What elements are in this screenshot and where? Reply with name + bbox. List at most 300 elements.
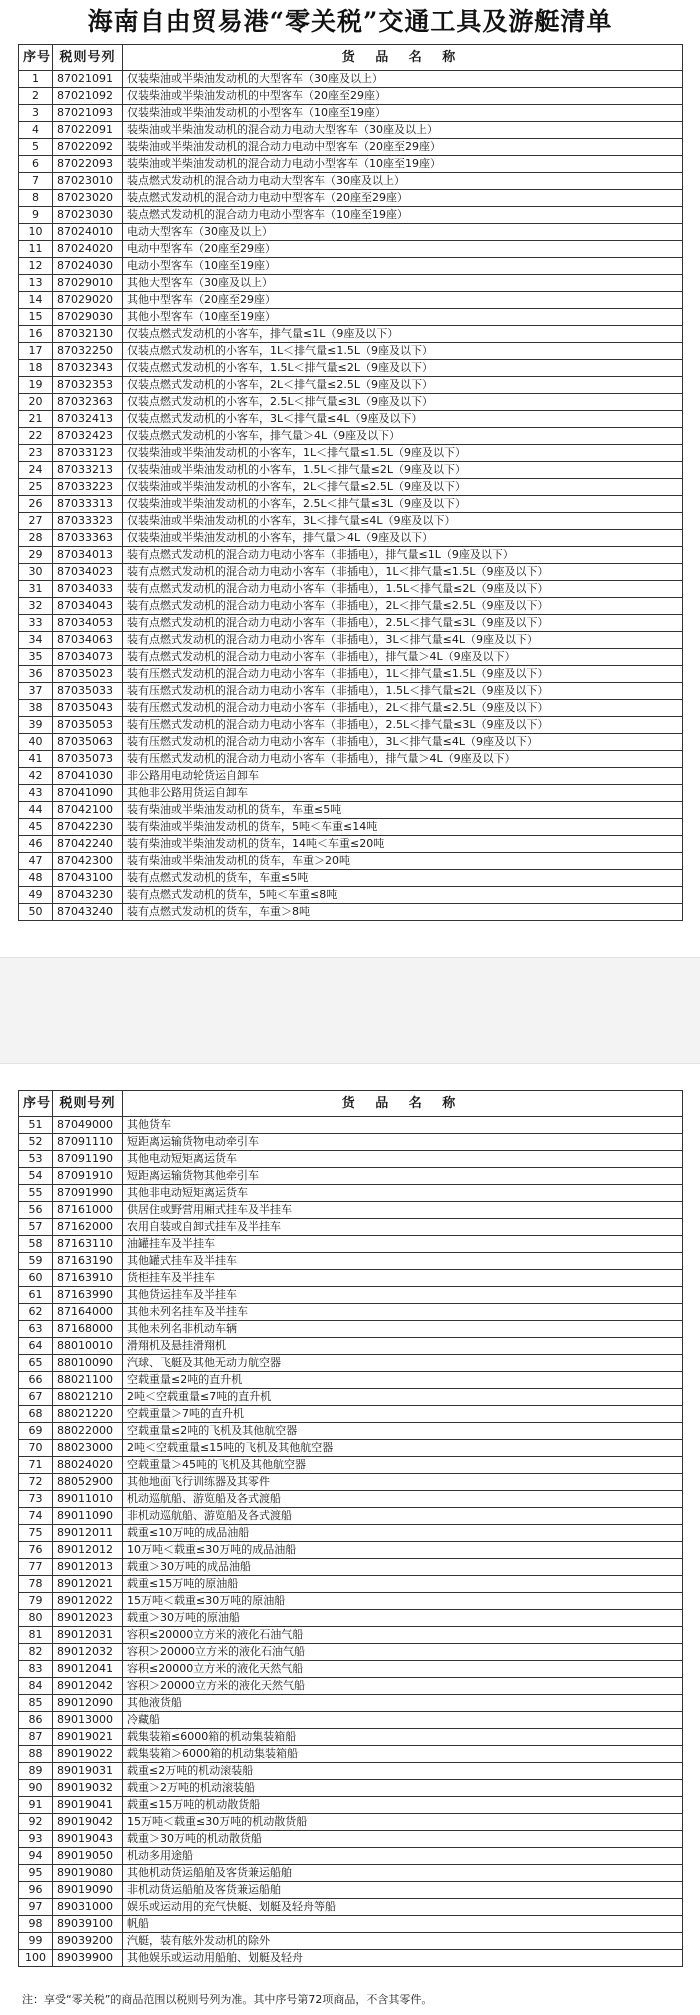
row-goods-name: 装柴油或半柴油发动机的混合动力电动中型客车（20座至29座）: [123, 139, 683, 156]
row-tariff-code: 87043100: [53, 870, 123, 887]
row-goods-name: 机动多用途船: [123, 1848, 683, 1865]
row-index: 45: [19, 819, 53, 836]
table-row: [19, 1576, 683, 1593]
row-tariff-code: 87023030: [53, 207, 123, 224]
row-tariff-code: 87162000: [53, 1219, 123, 1236]
row-tariff-code: 87032413: [53, 411, 123, 428]
table-row: [19, 1270, 683, 1287]
row-index: 72: [19, 1474, 53, 1491]
table-row: [19, 1848, 683, 1865]
row-index: 56: [19, 1202, 53, 1219]
table-row: [19, 1168, 683, 1185]
table-row: [19, 683, 683, 700]
row-tariff-code: 87043230: [53, 887, 123, 904]
row-index: 88: [19, 1746, 53, 1763]
row-tariff-code: 87168000: [53, 1321, 123, 1338]
row-goods-name: 仅装点燃式发动机的小客车，排气量＞4L（9座及以下）: [123, 428, 683, 445]
row-goods-name: 仅装柴油或半柴油发动机的小客车，排气量＞4L（9座及以下）: [123, 530, 683, 547]
row-goods-name: 短距离运输货物电动牵引车: [123, 1134, 683, 1151]
table-row: [19, 71, 683, 88]
table-row: [19, 88, 683, 105]
row-tariff-code: 87035033: [53, 683, 123, 700]
row-goods-name: 其他未列名非机动车辆: [123, 1321, 683, 1338]
row-goods-name: 仅装点燃式发动机的小客车，2.5L＜排气量≤3L（9座及以下）: [123, 394, 683, 411]
row-index: 50: [19, 904, 53, 921]
row-goods-name: 汽球、飞艇及其他无动力航空器: [123, 1355, 683, 1372]
row-goods-name: 油罐挂车及半挂车: [123, 1236, 683, 1253]
table-row: [19, 1423, 683, 1440]
table-row: [19, 1559, 683, 1576]
table-row: [19, 428, 683, 445]
row-goods-name: 仅装点燃式发动机的小客车，3L＜排气量≤4L（9座及以下）: [123, 411, 683, 428]
table-row: [19, 394, 683, 411]
table-row: [19, 1457, 683, 1474]
row-index: 55: [19, 1185, 53, 1202]
row-tariff-code: 89013000: [53, 1712, 123, 1729]
row-goods-name: 其他大型客车（30座及以上）: [123, 275, 683, 292]
row-tariff-code: 87049000: [53, 1117, 123, 1134]
row-index: 18: [19, 360, 53, 377]
row-index: 86: [19, 1712, 53, 1729]
table-row: [19, 445, 683, 462]
row-index: 35: [19, 649, 53, 666]
row-tariff-code: 89012012: [53, 1542, 123, 1559]
page-break: [0, 957, 700, 1064]
row-index: 53: [19, 1151, 53, 1168]
row-goods-name: 容积＞20000立方米的液化石油气船: [123, 1644, 683, 1661]
table-row: [19, 1593, 683, 1610]
table-row: [19, 224, 683, 241]
table-row: [19, 1134, 683, 1151]
row-index: 63: [19, 1321, 53, 1338]
page-title: 海南自由贸易港“零关税”交通工具及游艇清单: [87, 7, 613, 36]
table-row: [19, 751, 683, 768]
row-index: 2: [19, 88, 53, 105]
table-row: [19, 853, 683, 870]
table-row: [19, 768, 683, 785]
row-index: 76: [19, 1542, 53, 1559]
row-index: 6: [19, 156, 53, 173]
row-index: 85: [19, 1695, 53, 1712]
row-index: 47: [19, 853, 53, 870]
table-row: [19, 105, 683, 122]
row-goods-name: 装柴油或半柴油发动机的混合动力电动小型客车（10座至19座）: [123, 156, 683, 173]
row-index: 73: [19, 1491, 53, 1508]
row-tariff-code: 88022000: [53, 1423, 123, 1440]
table-body: [19, 1117, 683, 1967]
row-index: 77: [19, 1559, 53, 1576]
table-row: [19, 122, 683, 139]
table-row: [19, 190, 683, 207]
row-index: 65: [19, 1355, 53, 1372]
row-tariff-code: 89012021: [53, 1576, 123, 1593]
table-row: [19, 207, 683, 224]
header-name: 货 品 名 称: [123, 45, 683, 71]
row-tariff-code: 87029030: [53, 309, 123, 326]
row-index: 30: [19, 564, 53, 581]
table-row: [19, 1882, 683, 1899]
row-tariff-code: 87042230: [53, 819, 123, 836]
table-row: [19, 1389, 683, 1406]
table-row: [19, 547, 683, 564]
row-tariff-code: 87034013: [53, 547, 123, 564]
row-goods-name: 容积≤20000立方米的液化天然气船: [123, 1661, 683, 1678]
row-tariff-code: 88023000: [53, 1440, 123, 1457]
table-row: [19, 1117, 683, 1134]
row-tariff-code: 87033323: [53, 513, 123, 530]
table-row: [19, 1338, 683, 1355]
row-index: 40: [19, 734, 53, 751]
row-tariff-code: 87033123: [53, 445, 123, 462]
row-goods-name: 仅装柴油或半柴油发动机的小型客车（10座至19座）: [123, 105, 683, 122]
row-goods-name: 仅装柴油或半柴油发动机的小客车，2L＜排气量≤2.5L（9座及以下）: [123, 479, 683, 496]
row-index: 12: [19, 258, 53, 275]
row-index: 68: [19, 1406, 53, 1423]
row-index: 39: [19, 717, 53, 734]
row-goods-name: 其他地面飞行训练器及其零件: [123, 1474, 683, 1491]
row-goods-name: 其他未列名挂车及半挂车: [123, 1304, 683, 1321]
row-goods-name: 装点燃式发动机的混合动力电动大型客车（30座及以上）: [123, 173, 683, 190]
row-tariff-code: 87034053: [53, 615, 123, 632]
row-tariff-code: 87032363: [53, 394, 123, 411]
row-goods-name: 装有点燃式发动机的混合动力电动小客车（非插电），2L＜排气量≤2.5L（9座及以下）: [123, 598, 683, 615]
table-row: [19, 309, 683, 326]
row-goods-name: 装有点燃式发动机的混合动力电动小客车（非插电），3L＜排气量≤4L（9座及以下）: [123, 632, 683, 649]
row-index: 100: [19, 1950, 53, 1967]
row-index: 75: [19, 1525, 53, 1542]
row-index: 19: [19, 377, 53, 394]
row-tariff-code: 89019041: [53, 1797, 123, 1814]
table-row: [19, 1627, 683, 1644]
row-index: 37: [19, 683, 53, 700]
row-goods-name: 15万吨＜载重≤30万吨的原油船: [123, 1593, 683, 1610]
row-index: 64: [19, 1338, 53, 1355]
row-tariff-code: 88010010: [53, 1338, 123, 1355]
row-tariff-code: 87029010: [53, 275, 123, 292]
row-index: 69: [19, 1423, 53, 1440]
row-goods-name: 其他电动短矩离运货车: [123, 1151, 683, 1168]
row-goods-name: 载集装箱≤6000箱的机动集装箱船: [123, 1729, 683, 1746]
row-goods-name: 装有压燃式发动机的混合动力电动小客车（非插电），1.5L＜排气量≤2L（9座及以下）: [123, 683, 683, 700]
row-index: 82: [19, 1644, 53, 1661]
table-row: [19, 1525, 683, 1542]
row-goods-name: 10万吨＜载重≤30万吨的成品油船: [123, 1542, 683, 1559]
table-row: [19, 1678, 683, 1695]
row-goods-name: 电动大型客车（30座及以上）: [123, 224, 683, 241]
table-row: [19, 343, 683, 360]
header-name: 货 品 名 称: [123, 1091, 683, 1117]
table-row: [19, 1814, 683, 1831]
table-row: [19, 1372, 683, 1389]
row-index: 41: [19, 751, 53, 768]
table-body: [19, 71, 683, 921]
row-tariff-code: 87042300: [53, 853, 123, 870]
table-row: [19, 513, 683, 530]
row-tariff-code: 89012022: [53, 1593, 123, 1610]
table-row: [19, 1661, 683, 1678]
table-row: [19, 785, 683, 802]
row-index: 1: [19, 71, 53, 88]
row-index: 16: [19, 326, 53, 343]
table-row: [19, 1933, 683, 1950]
row-tariff-code: 87161000: [53, 1202, 123, 1219]
row-tariff-code: 87024030: [53, 258, 123, 275]
table-row: [19, 734, 683, 751]
row-tariff-code: 89012013: [53, 1559, 123, 1576]
row-tariff-code: 87024010: [53, 224, 123, 241]
row-goods-name: 载重≤15万吨的原油船: [123, 1576, 683, 1593]
header-index: 序号: [19, 1091, 53, 1117]
row-goods-name: 其他中型客车（20座至29座）: [123, 292, 683, 309]
table-row: [19, 700, 683, 717]
table-row: [19, 1491, 683, 1508]
row-goods-name: 仅装柴油或半柴油发动机的小客车，1.5L＜排气量≤2L（9座及以下）: [123, 462, 683, 479]
row-tariff-code: 88021100: [53, 1372, 123, 1389]
row-index: 87: [19, 1729, 53, 1746]
row-goods-name: 装有点燃式发动机的混合动力电动小客车（非插电），1.5L＜排气量≤2L（9座及以下）: [123, 581, 683, 598]
row-tariff-code: 87163190: [53, 1253, 123, 1270]
row-tariff-code: 87091910: [53, 1168, 123, 1185]
row-index: 74: [19, 1508, 53, 1525]
row-index: 84: [19, 1678, 53, 1695]
row-goods-name: 装有压燃式发动机的混合动力电动小客车（非插电），1L＜排气量≤1.5L（9座及以下）: [123, 666, 683, 683]
row-tariff-code: 88021220: [53, 1406, 123, 1423]
row-tariff-code: 87041090: [53, 785, 123, 802]
table-row: [19, 1508, 683, 1525]
row-index: 46: [19, 836, 53, 853]
row-index: 24: [19, 462, 53, 479]
row-tariff-code: 89012042: [53, 1678, 123, 1695]
row-index: 15: [19, 309, 53, 326]
table-row: [19, 258, 683, 275]
row-tariff-code: 89012090: [53, 1695, 123, 1712]
row-index: 29: [19, 547, 53, 564]
row-tariff-code: 87091990: [53, 1185, 123, 1202]
row-tariff-code: 87024020: [53, 241, 123, 258]
row-tariff-code: 87034023: [53, 564, 123, 581]
row-tariff-code: 87034043: [53, 598, 123, 615]
row-goods-name: 其他小型客车（10座至19座）: [123, 309, 683, 326]
row-goods-name: 其他娱乐或运动用船舶、划艇及轻舟: [123, 1950, 683, 1967]
table-row: [19, 1797, 683, 1814]
row-goods-name: 装有点燃式发动机的货车，车重≤5吨: [123, 870, 683, 887]
row-goods-name: 其他罐式挂车及半挂车: [123, 1253, 683, 1270]
row-tariff-code: 87032250: [53, 343, 123, 360]
row-index: 51: [19, 1117, 53, 1134]
header-index: 序号: [19, 45, 53, 71]
row-index: 8: [19, 190, 53, 207]
row-tariff-code: 87035063: [53, 734, 123, 751]
table-row: [19, 462, 683, 479]
row-goods-name: 2吨＜空载重量≤7吨的直升机: [123, 1389, 683, 1406]
table-row: [19, 1236, 683, 1253]
table-row: [19, 1763, 683, 1780]
item-table-page-1: [18, 44, 683, 921]
row-goods-name: 货柜挂车及半挂车: [123, 1270, 683, 1287]
row-tariff-code: 87029020: [53, 292, 123, 309]
row-index: 34: [19, 632, 53, 649]
row-tariff-code: 89039200: [53, 1933, 123, 1950]
table-row: [19, 615, 683, 632]
table-row: [19, 1406, 683, 1423]
row-index: 94: [19, 1848, 53, 1865]
row-index: 7: [19, 173, 53, 190]
row-goods-name: 汽艇，装有舷外发动机的除外: [123, 1933, 683, 1950]
row-goods-name: 电动小型客车（10座至19座）: [123, 258, 683, 275]
row-tariff-code: 89012011: [53, 1525, 123, 1542]
row-tariff-code: 88021210: [53, 1389, 123, 1406]
row-index: 93: [19, 1831, 53, 1848]
table-row: [19, 275, 683, 292]
row-index: 32: [19, 598, 53, 615]
row-tariff-code: 87042240: [53, 836, 123, 853]
row-tariff-code: 89031000: [53, 1899, 123, 1916]
row-tariff-code: 87035023: [53, 666, 123, 683]
table-row: [19, 360, 683, 377]
row-tariff-code: 87032130: [53, 326, 123, 343]
table-row: [19, 802, 683, 819]
table-row: [19, 1440, 683, 1457]
row-tariff-code: 89019080: [53, 1865, 123, 1882]
table-row: [19, 139, 683, 156]
row-goods-name: 非公路用电动轮货运自卸车: [123, 768, 683, 785]
row-tariff-code: 87163990: [53, 1287, 123, 1304]
row-goods-name: 载重＞30万吨的机动散货船: [123, 1831, 683, 1848]
row-goods-name: 装有压燃式发动机的混合动力电动小客车（非插电），排气量＞4L（9座及以下）: [123, 751, 683, 768]
table-row: [19, 649, 683, 666]
row-index: 42: [19, 768, 53, 785]
row-tariff-code: 87164000: [53, 1304, 123, 1321]
row-tariff-code: 87021091: [53, 71, 123, 88]
table-row: [19, 1865, 683, 1882]
row-index: 59: [19, 1253, 53, 1270]
row-tariff-code: 88024020: [53, 1457, 123, 1474]
table-row: [19, 1746, 683, 1763]
table-row: [19, 241, 683, 258]
row-tariff-code: 87033213: [53, 462, 123, 479]
row-goods-name: 仅装点燃式发动机的小客车，2L＜排气量≤2.5L（9座及以下）: [123, 377, 683, 394]
row-index: 5: [19, 139, 53, 156]
row-goods-name: 装有压燃式发动机的混合动力电动小客车（非插电），2L＜排气量≤2.5L（9座及以下）: [123, 700, 683, 717]
row-tariff-code: 89019031: [53, 1763, 123, 1780]
row-tariff-code: 87023020: [53, 190, 123, 207]
row-index: 14: [19, 292, 53, 309]
row-goods-name: 载集装箱＞6000箱的机动集装箱船: [123, 1746, 683, 1763]
row-index: 96: [19, 1882, 53, 1899]
row-goods-name: 装点燃式发动机的混合动力电动中型客车（20座至29座）: [123, 190, 683, 207]
row-index: 33: [19, 615, 53, 632]
row-goods-name: 载重＞30万吨的原油船: [123, 1610, 683, 1627]
row-goods-name: 帆船: [123, 1916, 683, 1933]
table-row: [19, 581, 683, 598]
row-goods-name: 装点燃式发动机的混合动力电动小型客车（10座至19座）: [123, 207, 683, 224]
row-index: 20: [19, 394, 53, 411]
row-index: 54: [19, 1168, 53, 1185]
row-goods-name: 机动巡航船、游览船及各式渡船: [123, 1491, 683, 1508]
row-index: 17: [19, 343, 53, 360]
row-index: 89: [19, 1763, 53, 1780]
row-tariff-code: 87022093: [53, 156, 123, 173]
row-goods-name: 载重＞2万吨的机动滚装船: [123, 1780, 683, 1797]
row-tariff-code: 88052900: [53, 1474, 123, 1491]
row-index: 13: [19, 275, 53, 292]
row-tariff-code: 87035053: [53, 717, 123, 734]
row-index: 95: [19, 1865, 53, 1882]
row-index: 36: [19, 666, 53, 683]
row-goods-name: 仅装点燃式发动机的小客车，排气量≤1L（9座及以下）: [123, 326, 683, 343]
row-index: 38: [19, 700, 53, 717]
header-code: 税则号列: [53, 1091, 123, 1117]
row-goods-name: 载重≤10万吨的成品油船: [123, 1525, 683, 1542]
row-tariff-code: 89019043: [53, 1831, 123, 1848]
row-index: 83: [19, 1661, 53, 1678]
table-row: [19, 1899, 683, 1916]
row-goods-name: 冷藏船: [123, 1712, 683, 1729]
table-row: [19, 666, 683, 683]
row-goods-name: 载重≤15万吨的机动散货船: [123, 1797, 683, 1814]
row-tariff-code: 87023010: [53, 173, 123, 190]
row-index: 4: [19, 122, 53, 139]
row-tariff-code: 87091110: [53, 1134, 123, 1151]
row-goods-name: 短距离运输货物其他牵引车: [123, 1168, 683, 1185]
table-row: [19, 836, 683, 853]
row-goods-name: 仅装柴油或半柴油发动机的小客车，3L＜排气量≤4L（9座及以下）: [123, 513, 683, 530]
row-index: 44: [19, 802, 53, 819]
row-goods-name: 载重≤2万吨的机动滚装船: [123, 1763, 683, 1780]
row-goods-name: 装有压燃式发动机的混合动力电动小客车（非插电），3L＜排气量≤4L（9座及以下）: [123, 734, 683, 751]
row-index: 3: [19, 105, 53, 122]
row-goods-name: 装有点燃式发动机的混合动力电动小客车（非插电），2.5L＜排气量≤3L（9座及以下）: [123, 615, 683, 632]
table-row: [19, 1304, 683, 1321]
row-tariff-code: 89019050: [53, 1848, 123, 1865]
row-index: 27: [19, 513, 53, 530]
row-tariff-code: 87034033: [53, 581, 123, 598]
table-row: [19, 1355, 683, 1372]
row-tariff-code: 87032353: [53, 377, 123, 394]
row-index: 52: [19, 1134, 53, 1151]
table-row: [19, 326, 683, 343]
row-tariff-code: 87022092: [53, 139, 123, 156]
row-goods-name: 其他机动货运船舶及客货兼运船舶: [123, 1865, 683, 1882]
row-goods-name: 滑翔机及悬挂滑翔机: [123, 1338, 683, 1355]
row-index: 9: [19, 207, 53, 224]
table-row: [19, 1474, 683, 1491]
row-index: 70: [19, 1440, 53, 1457]
row-tariff-code: 87035073: [53, 751, 123, 768]
row-index: 31: [19, 581, 53, 598]
row-index: 67: [19, 1389, 53, 1406]
row-goods-name: 其他非电动短矩离运货车: [123, 1185, 683, 1202]
table-row: [19, 1916, 683, 1933]
row-tariff-code: 89019021: [53, 1729, 123, 1746]
row-tariff-code: 89011010: [53, 1491, 123, 1508]
row-tariff-code: 89019022: [53, 1746, 123, 1763]
row-goods-name: 装有柴油或半柴油发动机的货车，车重＞20吨: [123, 853, 683, 870]
row-tariff-code: 89019032: [53, 1780, 123, 1797]
row-tariff-code: 87033223: [53, 479, 123, 496]
table-row: [19, 1542, 683, 1559]
row-tariff-code: 87032343: [53, 360, 123, 377]
row-goods-name: 装有点燃式发动机的混合动力电动小客车（非插电），排气量≤1L（9座及以下）: [123, 547, 683, 564]
row-index: 79: [19, 1593, 53, 1610]
row-index: 58: [19, 1236, 53, 1253]
row-goods-name: 娱乐或运动用的充气快艇、划艇及轻舟等船: [123, 1899, 683, 1916]
row-index: 11: [19, 241, 53, 258]
row-index: 91: [19, 1797, 53, 1814]
row-tariff-code: 89011090: [53, 1508, 123, 1525]
row-goods-name: 其他货车: [123, 1117, 683, 1134]
row-tariff-code: 87021093: [53, 105, 123, 122]
